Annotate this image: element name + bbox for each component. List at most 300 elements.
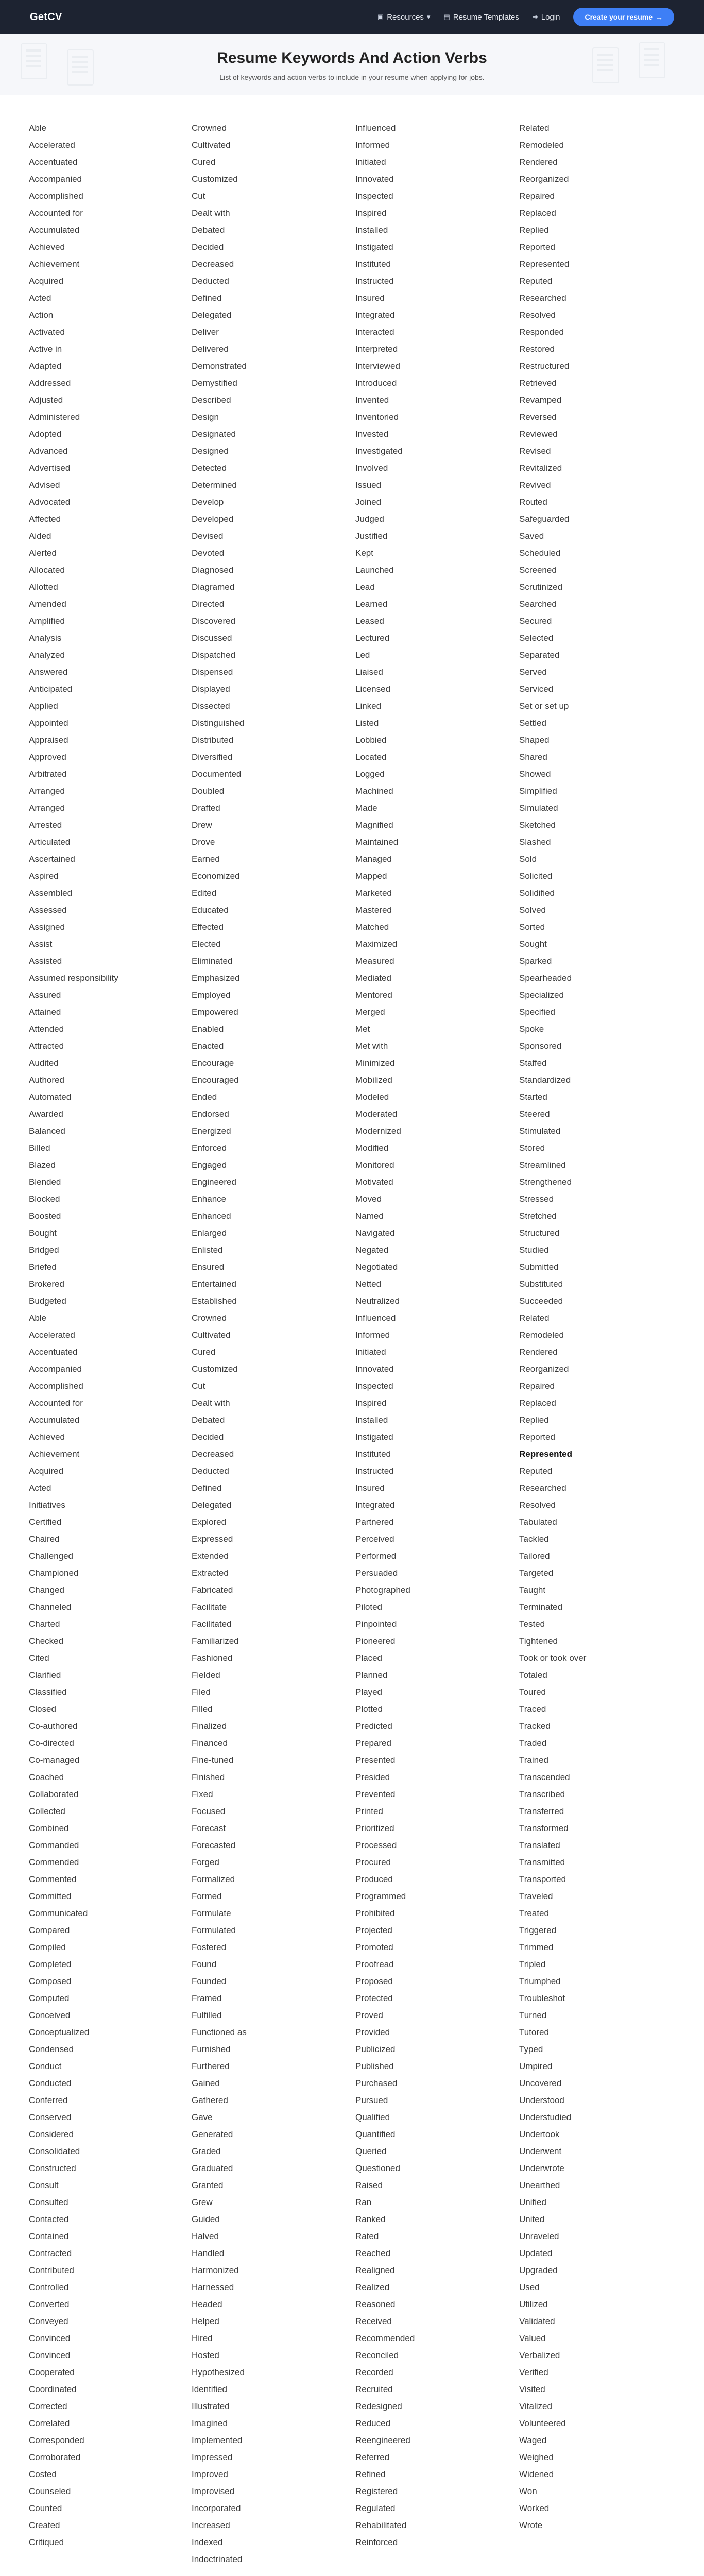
keyword-item: Attained <box>29 1007 61 1017</box>
keyword-item: Protected <box>355 1993 393 2003</box>
keyword-item: Energized <box>192 1126 231 1136</box>
keyword-item: Handled <box>192 2248 225 2258</box>
keyword-item: Solved <box>519 905 546 915</box>
keyword-item: Encourage <box>192 1058 234 1068</box>
keyword-item: Bought <box>29 1228 57 1238</box>
keyword-item: Rated <box>355 2231 379 2241</box>
keyword-item: Arranged <box>29 786 65 796</box>
keyword-item: Started <box>519 1092 547 1102</box>
keyword-item: Decided <box>192 242 224 252</box>
keyword-item: Studied <box>519 1245 549 1255</box>
keyword-item: Fixed <box>192 1789 213 1799</box>
keyword-item: Enhanced <box>192 1211 231 1221</box>
keyword-item: Investigated <box>355 446 403 456</box>
keyword-item: Set or set up <box>519 701 569 711</box>
keyword-item: Controlled <box>29 2282 69 2292</box>
keyword-item: Widened <box>519 2469 554 2479</box>
keyword-item: Presided <box>355 1772 390 1782</box>
keyword-item: Resolved <box>519 310 556 320</box>
keyword-item: Insured <box>355 293 385 303</box>
keyword-item: Licensed <box>355 684 391 694</box>
keyword-item: Specialized <box>519 990 564 1000</box>
keyword-item: Neutralized <box>355 1296 400 1306</box>
keyword-item: Extended <box>192 1551 229 1561</box>
keyword-item: Brokered <box>29 1279 64 1289</box>
keyword-item: Refined <box>355 2469 386 2479</box>
keyword-item: Serviced <box>519 684 554 694</box>
keyword-item: Reasoned <box>355 2299 396 2309</box>
keyword-item: Transmitted <box>519 1857 565 1867</box>
keyword-item: Stored <box>519 1143 545 1153</box>
keyword-item: Anticipated <box>29 684 73 694</box>
keyword-item: Adopted <box>29 429 62 439</box>
keyword-item: Standardized <box>519 1075 571 1085</box>
keyword-item: Assembled <box>29 888 73 898</box>
keyword-item: Indoctrinated <box>192 2554 243 2564</box>
keyword-item: Approved <box>29 752 66 762</box>
keyword-item: Classified <box>29 1687 67 1697</box>
keyword-item: Compared <box>29 1925 70 1935</box>
keyword-item: Received <box>355 2316 392 2326</box>
keyword-item: Reinforced <box>355 2537 398 2547</box>
keyword-item: Registered <box>355 2486 398 2496</box>
keyword-item: Involved <box>355 463 388 473</box>
keyword-item: Graded <box>192 2146 221 2156</box>
keyword-item: Insured <box>355 1483 385 1493</box>
keyword-item: Achieved <box>29 1432 65 1442</box>
keyword-item: Indexed <box>192 2537 223 2547</box>
create-resume-button[interactable] <box>573 8 674 26</box>
keyword-item: Grew <box>192 2197 213 2207</box>
keyword-item: Tailored <box>519 1551 550 1561</box>
keyword-item: Displayed <box>192 684 230 694</box>
keyword-item: Spoke <box>519 1024 544 1034</box>
keyword-item: Influenced <box>355 123 396 133</box>
keyword-item: Typed <box>519 2044 543 2054</box>
keyword-item: Demonstrated <box>192 361 247 371</box>
keyword-item: Considered <box>29 2129 74 2139</box>
keyword-item: Committed <box>29 1891 72 1901</box>
keyword-item: Strengthened <box>519 1177 572 1187</box>
keyword-item: Restructured <box>519 361 570 371</box>
keyword-item: Instigated <box>355 242 393 252</box>
keyword-item: Mentored <box>355 990 392 1000</box>
keyword-item: Influenced <box>355 1313 396 1323</box>
keyword-item: Blocked <box>29 1194 60 1204</box>
keyword-item: Established <box>192 1296 237 1306</box>
keyword-item: Fielded <box>192 1670 220 1680</box>
keyword-item: Fabricated <box>192 1585 233 1595</box>
keyword-item: Consolidated <box>29 2146 80 2156</box>
keyword-item: Modified <box>355 1143 389 1153</box>
keyword-item: Presented <box>355 1755 396 1765</box>
keyword-item: Adjusted <box>29 395 63 405</box>
keyword-item: Queried <box>355 2146 387 2156</box>
keyword-item: Slashed <box>519 837 551 847</box>
keyword-item: Ran <box>355 2197 372 2207</box>
keyword-item: Perceived <box>355 1534 394 1544</box>
keyword-item: Structured <box>519 1228 560 1238</box>
keyword-item: Co-directed <box>29 1738 74 1748</box>
keyword-item: Innovated <box>355 1364 394 1374</box>
keyword-item: Tripled <box>519 1959 546 1969</box>
keyword-item: Balanced <box>29 1126 65 1136</box>
keyword-item: Amplified <box>29 616 65 626</box>
keyword-item: Verified <box>519 2367 548 2377</box>
keyword-item: Liaised <box>355 667 383 677</box>
keyword-item: Delegated <box>192 1500 232 1510</box>
keyword-item: Regulated <box>355 2503 396 2513</box>
resources-label: Resources <box>387 12 424 22</box>
keyword-item: Able <box>29 1313 47 1323</box>
keyword-item: Reorganized <box>519 174 569 184</box>
chevron-down-icon: ▾ <box>426 13 431 21</box>
keyword-item: Joined <box>355 497 382 507</box>
keyword-item: Proofread <box>355 1959 394 1969</box>
keyword-item: Ascertained <box>29 854 75 864</box>
keyword-item: Accelerated <box>29 1330 75 1340</box>
keyword-item: Reduced <box>355 2418 391 2428</box>
keyword-item: Revived <box>519 480 551 490</box>
keyword-item: Endorsed <box>192 1109 229 1119</box>
keyword-item: Fulfilled <box>192 2010 222 2020</box>
keyword-item: Lobbied <box>355 735 387 745</box>
keyword-item: Converted <box>29 2299 70 2309</box>
keyword-item: Prepared <box>355 1738 391 1748</box>
keyword-item: Pioneered <box>355 1636 396 1646</box>
keyword-item: Created <box>29 2520 60 2530</box>
keyword-item: Increased <box>192 2520 230 2530</box>
keyword-item: Achievement <box>29 1449 80 1459</box>
keyword-column-4 <box>519 120 674 2534</box>
keyword-item: Recorded <box>355 2367 393 2377</box>
keyword-item: Raised <box>355 2180 383 2190</box>
keyword-item: Specified <box>519 1007 555 1017</box>
keyword-item: Routed <box>519 497 547 507</box>
keyword-item: Challenged <box>29 1551 74 1561</box>
keyword-item: Promoted <box>355 1942 393 1952</box>
keyword-item: Affected <box>29 514 61 524</box>
keyword-item: Tracked <box>519 1721 551 1731</box>
keyword-item: Related <box>519 123 550 133</box>
keyword-item: Screened <box>519 565 557 575</box>
keyword-item: Vitalized <box>519 2401 552 2411</box>
keyword-item: Assured <box>29 990 61 1000</box>
keyword-item: Introduced <box>355 378 397 388</box>
keyword-item: Cited <box>29 1653 49 1663</box>
keyword-item: Edited <box>192 888 217 898</box>
keyword-item: Triggered <box>519 1925 557 1935</box>
keyword-item: Reorganized <box>519 1364 569 1374</box>
keyword-item: Procured <box>355 1857 391 1867</box>
keyword-item: Enhance <box>192 1194 227 1204</box>
keyword-item: Corresponded <box>29 2435 84 2445</box>
keyword-item: Motivated <box>355 1177 393 1187</box>
keyword-item: Correlated <box>29 2418 70 2428</box>
keyword-item: Prevented <box>355 1789 396 1799</box>
keyword-item: Assigned <box>29 922 65 932</box>
keyword-item: Decided <box>192 1432 224 1442</box>
keyword-item: Completed <box>29 1959 72 1969</box>
keyword-item: Staffed <box>519 1058 547 1068</box>
keyword-item: Undertook <box>519 2129 560 2139</box>
keyword-item: Umpired <box>519 2061 553 2071</box>
keyword-item: Succeeded <box>519 1296 563 1306</box>
keyword-item: Blazed <box>29 1160 56 1170</box>
keyword-item: Logged <box>355 769 385 779</box>
resume-templates-link[interactable] <box>443 13 519 22</box>
keyword-item: Made <box>355 803 377 813</box>
keyword-item: Articulated <box>29 837 71 847</box>
keyword-item: Elected <box>192 939 221 949</box>
keyword-item: Instigated <box>355 1432 393 1442</box>
keyword-item: Conveyed <box>29 2316 68 2326</box>
keyword-item: Convinced <box>29 2333 71 2343</box>
keyword-item: Corroborated <box>29 2452 81 2462</box>
keyword-item: Submitted <box>519 1262 559 1272</box>
keyword-item: Devised <box>192 531 224 541</box>
keyword-item: Deducted <box>192 1466 229 1476</box>
keyword-item: Named <box>355 1211 384 1221</box>
keyword-item: Active in <box>29 344 62 354</box>
keyword-item: Taught <box>519 1585 546 1595</box>
keyword-item: Improved <box>192 2469 228 2479</box>
keyword-item: Aided <box>29 531 51 541</box>
keyword-item: Researched <box>519 1483 566 1493</box>
keyword-item: Represented <box>519 259 570 269</box>
keyword-item: Applied <box>29 701 58 711</box>
keyword-item: Replaced <box>519 208 556 218</box>
keyword-item: Authored <box>29 1075 64 1085</box>
keyword-item: Partnered <box>355 1517 394 1527</box>
keyword-item: Validated <box>519 2316 555 2326</box>
keyword-column-2 <box>192 120 346 2568</box>
keyword-item: Innovated <box>355 174 394 184</box>
keyword-item: Reviewed <box>519 429 558 439</box>
keyword-item: Performed <box>355 1551 397 1561</box>
keyword-item: Photographed <box>355 1585 410 1595</box>
keyword-item: Lectured <box>355 633 390 643</box>
keyword-item: Informed <box>355 140 390 150</box>
keyword-item: Facilitate <box>192 1602 227 1612</box>
keyword-item: Channeled <box>29 1602 72 1612</box>
keyword-item: Selected <box>519 633 554 643</box>
keyword-item: Finalized <box>192 1721 227 1731</box>
keyword-item: Effected <box>192 922 224 932</box>
keyword-item: Formulate <box>192 1908 231 1918</box>
keyword-item: Published <box>355 2061 394 2071</box>
keyword-item: Modeled <box>355 1092 389 1102</box>
keyword-item: Accentuated <box>29 1347 78 1357</box>
keyword-item: Encouraged <box>192 1075 239 1085</box>
keyword-item: Closed <box>29 1704 56 1714</box>
page-subtitle: List of keywords and action verbs to include in your resume when applying for jobs. <box>219 73 485 81</box>
keyword-item: Budgeted <box>29 1296 66 1306</box>
keyword-item: Sold <box>519 854 537 864</box>
keyword-item: Led <box>355 650 370 660</box>
keyword-item: Plotted <box>355 1704 383 1714</box>
keyword-item: Enlisted <box>192 1245 223 1255</box>
keyword-item: Translated <box>519 1840 560 1850</box>
keyword-item: Enlarged <box>192 1228 227 1238</box>
keyword-item: Fine-tuned <box>192 1755 234 1765</box>
keyword-item: Diagnosed <box>192 565 234 575</box>
keyword-item: Drew <box>192 820 212 830</box>
keyword-item: Chaired <box>29 1534 60 1544</box>
keyword-item: Accounted for <box>29 208 83 218</box>
keyword-item: Informed <box>355 1330 390 1340</box>
keyword-item: Acted <box>29 293 51 303</box>
keyword-item: Trained <box>519 1755 549 1765</box>
keyword-item: Harmonized <box>192 2265 239 2275</box>
keyword-item: Arrested <box>29 820 62 830</box>
keyword-item: Ranked <box>355 2214 386 2224</box>
keyword-item: Solidified <box>519 888 555 898</box>
keyword-item: Hired <box>192 2333 213 2343</box>
keyword-item: Convinced <box>29 2350 71 2360</box>
keyword-item: Programmed <box>355 1891 406 1901</box>
keyword-item: Uncovered <box>519 2078 562 2088</box>
keyword-item: Instructed <box>355 1466 394 1476</box>
keyword-item: Reputed <box>519 1466 553 1476</box>
keyword-item: Managed <box>355 854 392 864</box>
resources-menu[interactable] <box>377 13 431 22</box>
keyword-item: Imagined <box>192 2418 228 2428</box>
keyword-item: Took or took over <box>519 1653 587 1663</box>
keyword-item: Repaired <box>519 1381 555 1391</box>
keyword-item: Launched <box>355 565 394 575</box>
keyword-item: Finished <box>192 1772 225 1782</box>
keyword-item: Accentuated <box>29 157 78 167</box>
keyword-item: Prohibited <box>355 1908 395 1918</box>
keyword-item: Integrated <box>355 310 395 320</box>
keyword-item: Mobilized <box>355 1075 392 1085</box>
keyword-item: Defined <box>192 1483 222 1493</box>
keyword-item: Rehabilitated <box>355 2520 407 2530</box>
keyword-item: Predicted <box>355 1721 392 1731</box>
keyword-item: Tested <box>519 1619 545 1629</box>
keyword-item: Proposed <box>355 1976 393 1986</box>
keyword-item: Purchased <box>355 2078 398 2088</box>
keyword-item: Checked <box>29 1636 64 1646</box>
nav-links <box>377 8 674 26</box>
keyword-item: Provided <box>355 2027 390 2037</box>
keyword-item: Assist <box>29 939 53 949</box>
keyword-item: Contacted <box>29 2214 69 2224</box>
keyword-item: Projected <box>355 1925 392 1935</box>
keyword-item: Represented <box>519 1449 572 1459</box>
keyword-item: Initiated <box>355 157 386 167</box>
keyword-item: Traveled <box>519 1891 553 1901</box>
keyword-item: Achievement <box>29 259 80 269</box>
keyword-item: Action <box>29 310 54 320</box>
keyword-item: Drove <box>192 837 215 847</box>
keyword-item: Interpreted <box>355 344 398 354</box>
keyword-item: Negotiated <box>355 1262 398 1272</box>
keyword-item: Simplified <box>519 786 557 796</box>
keyword-item: Searched <box>519 599 557 609</box>
keyword-item: Accelerated <box>29 140 75 150</box>
keyword-item: Composed <box>29 1976 72 1986</box>
keyword-item: Mastered <box>355 905 392 915</box>
keyword-item: Processed <box>355 1840 397 1850</box>
keyword-item: Traced <box>519 1704 546 1714</box>
keyword-item: Updated <box>519 2248 553 2258</box>
keyword-item: Bridged <box>29 1245 59 1255</box>
keyword-item: Gave <box>192 2112 213 2122</box>
keyword-item: Devoted <box>192 548 225 558</box>
login-link[interactable] <box>533 13 560 22</box>
keyword-item: Worked <box>519 2503 550 2513</box>
keyword-item: Accompanied <box>29 174 82 184</box>
keyword-item: Contracted <box>29 2248 72 2258</box>
keyword-item: Accumulated <box>29 1415 80 1425</box>
keyword-item: Toured <box>519 1687 546 1697</box>
keyword-item: Tightened <box>519 1636 558 1646</box>
top-navbar <box>0 0 704 34</box>
keyword-item: Delegated <box>192 310 232 320</box>
keyword-item: Corrected <box>29 2401 67 2411</box>
keyword-item: Ended <box>192 1092 217 1102</box>
keyword-item: Assessed <box>29 905 67 915</box>
keyword-item: Minimized <box>355 1058 395 1068</box>
keyword-item: Helped <box>192 2316 219 2326</box>
keyword-item: Weighed <box>519 2452 554 2462</box>
keyword-item: Harnessed <box>192 2282 234 2292</box>
keyword-item: Determined <box>192 480 237 490</box>
keyword-item: Conferred <box>29 2095 68 2105</box>
keyword-item: Conceptualized <box>29 2027 90 2037</box>
keyword-item: Interviewed <box>355 361 400 371</box>
keyword-item: Acquired <box>29 276 64 286</box>
keyword-item: Wrote <box>519 2520 543 2530</box>
keyword-item: Publicized <box>355 2044 396 2054</box>
keyword-item: Conceived <box>29 2010 71 2020</box>
keyword-item: Matched <box>355 922 389 932</box>
keyword-item: Gained <box>192 2078 220 2088</box>
keyword-item: Persuaded <box>355 1568 398 1578</box>
keyword-item: Restored <box>519 344 555 354</box>
keyword-item: Fashioned <box>192 1653 233 1663</box>
keyword-item: Guided <box>192 2214 220 2224</box>
keyword-item: Revised <box>519 446 551 456</box>
keyword-item: Inspired <box>355 1398 387 1408</box>
keyword-item: Secured <box>519 616 552 626</box>
keyword-item: Functioned as <box>192 2027 247 2037</box>
keyword-item: Pursued <box>355 2095 388 2105</box>
brand-logo[interactable]: GetCV <box>30 11 62 23</box>
keyword-item: Designed <box>192 446 229 456</box>
keyword-item: Moved <box>355 1194 382 1204</box>
keyword-item: Focused <box>192 1806 226 1816</box>
keyword-item: Advanced <box>29 446 68 456</box>
keyword-item: Decreased <box>192 1449 234 1459</box>
keyword-item: Installed <box>355 1415 388 1425</box>
keyword-item: Replied <box>519 225 549 235</box>
keyword-item: Instituted <box>355 259 391 269</box>
keyword-item: Assisted <box>29 956 62 966</box>
keyword-item: Transcended <box>519 1772 570 1782</box>
keyword-item: Customized <box>192 1364 238 1374</box>
keyword-item: Answered <box>29 667 68 677</box>
keyword-item: Lead <box>355 582 375 592</box>
keyword-item: Recommended <box>355 2333 415 2343</box>
keyword-item: Facilitated <box>192 1619 232 1629</box>
keyword-item: Charted <box>29 1619 60 1629</box>
keyword-item: Qualified <box>355 2112 390 2122</box>
keyword-item: Billed <box>29 1143 50 1153</box>
keyword-item: Treated <box>519 1908 549 1918</box>
